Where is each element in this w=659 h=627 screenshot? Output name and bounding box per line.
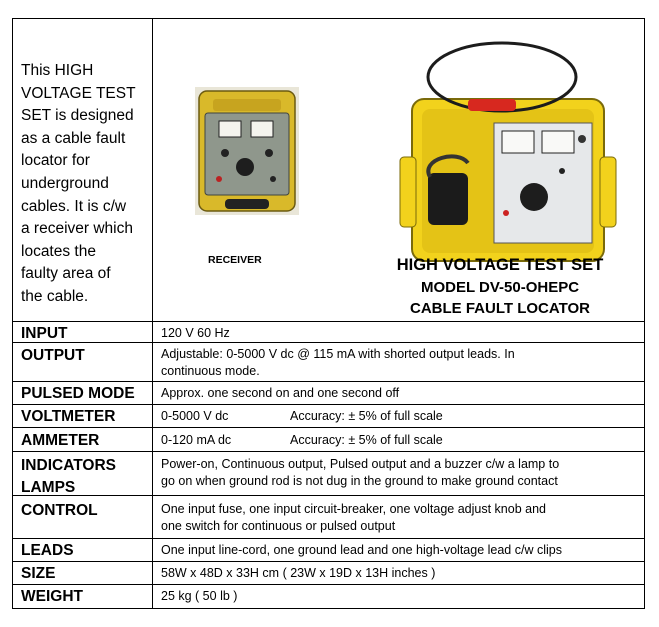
spec-value-ammeter-accuracy: Accuracy: ± 5% of full scale: [290, 433, 443, 447]
intro-line: a receiver which: [21, 220, 133, 238]
spec-value-line: continuous mode.: [161, 364, 260, 378]
spec-value-voltmeter-accuracy: Accuracy: ± 5% of full scale: [290, 409, 443, 423]
spec-label-size: SIZE: [21, 565, 56, 582]
test-set-photo: [398, 39, 618, 267]
intro-line: the cable.: [21, 287, 89, 305]
product-subtitle: CABLE FAULT LOCATOR: [410, 300, 590, 317]
spec-value-voltmeter: 0-5000 V dc: [161, 409, 229, 423]
intro-description: [21, 60, 149, 309]
column-divider: [152, 19, 153, 608]
row-divider: [13, 321, 644, 322]
spec-sheet-table: [12, 18, 645, 609]
intro-line: cables. It is c/w: [21, 197, 127, 215]
spec-value-pulsed-mode: Approx. one second on and one second off: [161, 386, 400, 400]
spec-label-weight: WEIGHT: [21, 588, 83, 605]
intro-line: locator for: [21, 152, 90, 170]
spec-value-ammeter: 0-120 mA dc: [161, 433, 232, 447]
intro-line: as a cable fault: [21, 129, 126, 147]
spec-value-weight: 25 kg ( 50 lb ): [161, 589, 238, 603]
row-divider: [13, 404, 644, 405]
spec-label-output: OUTPUT: [21, 347, 85, 364]
row-divider: [13, 381, 644, 382]
receiver-photo: [195, 87, 299, 215]
spec-label-input: INPUT: [21, 325, 68, 342]
spec-label-leads: LEADS: [21, 542, 74, 559]
spec-value-output: [161, 346, 643, 380]
spec-label-ammeter: AMMETER: [21, 432, 100, 449]
spec-label-line: INDICATORS: [21, 457, 117, 474]
receiver-label: RECEIVER: [208, 254, 262, 266]
spec-value-control: [161, 501, 643, 535]
spec-label-indicators-lamps: [21, 455, 116, 499]
row-divider: [13, 451, 644, 452]
spec-value-line: Power-on, Continuous output, Pulsed output and a buzzer c/w a lamp to: [161, 457, 560, 471]
spec-value-indicators-lamps: [161, 456, 643, 490]
intro-line: underground: [21, 174, 109, 192]
row-divider: [13, 561, 644, 562]
spec-value-size: 58W x 48D x 33H cm ( 23W x 19D x 13H inches ): [161, 566, 436, 580]
spec-value-line: Adjustable: 0-5000 V dc @ 115 mA with shorted output leads. In: [161, 347, 515, 361]
row-divider: [13, 538, 644, 539]
spec-value-line: one switch for continuous or pulsed output: [161, 519, 396, 533]
spec-value-line: One input fuse, one input circuit-breaker, one voltage adjust knob and: [161, 502, 546, 516]
row-divider: [13, 427, 644, 428]
intro-line: This HIGH: [21, 62, 94, 79]
spec-label-voltmeter: VOLTMETER: [21, 408, 116, 425]
spec-label-line: LAMPS: [21, 479, 76, 496]
product-model: MODEL DV-50-OHEPC: [420, 279, 580, 296]
intro-line: faulty area of: [21, 265, 111, 283]
spec-label-pulsed-mode: PULSED MODE: [21, 385, 135, 402]
spec-label-control: CONTROL: [21, 502, 98, 519]
spec-value-line: go on when ground rod is not dug in the ground to make ground contact: [161, 474, 558, 488]
spec-value-input: 120 V 60 Hz: [161, 326, 230, 340]
row-divider: [13, 584, 644, 585]
spec-value-leads: One input line-cord, one ground lead and one high-voltage lead c/w clips: [161, 543, 562, 557]
intro-line: SET is designed: [21, 107, 134, 125]
product-title: HIGH VOLTAGE TEST SET: [396, 256, 604, 274]
intro-line: locates the: [21, 242, 96, 260]
intro-line: VOLTAGE TEST: [21, 84, 136, 102]
row-divider: [13, 342, 644, 343]
